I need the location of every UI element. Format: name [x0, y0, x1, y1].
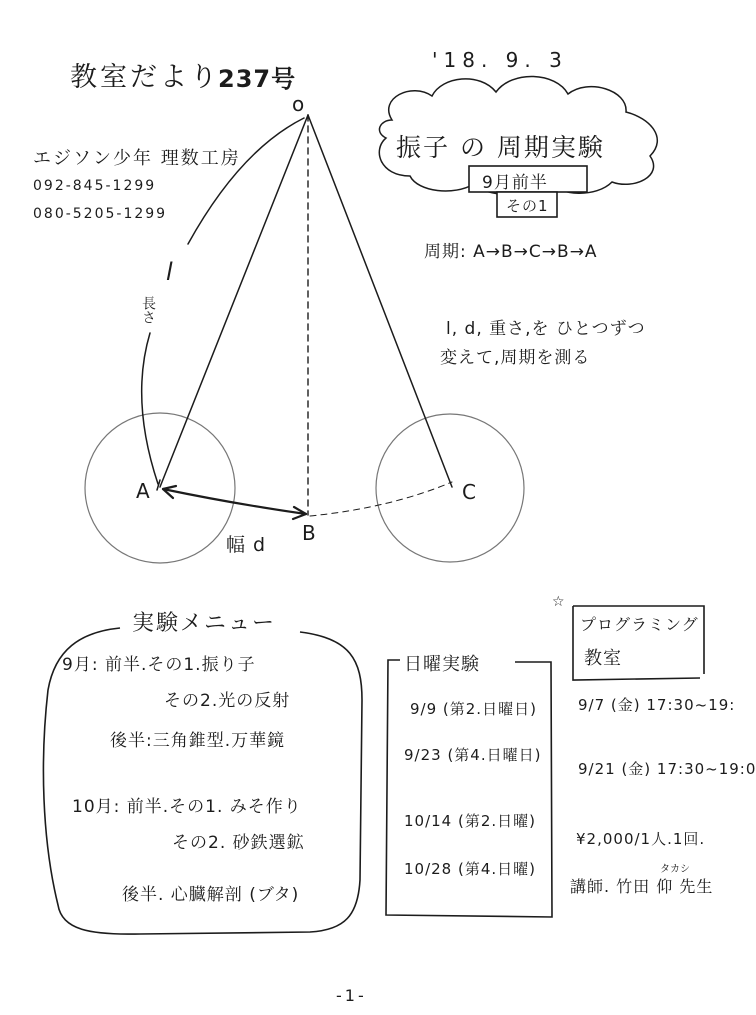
organization-name: エジソン少年 理数工房 — [33, 148, 241, 169]
label-width: 幅 d — [226, 534, 267, 556]
circle-right — [376, 414, 524, 562]
programming-title-1: プログラミング — [580, 615, 699, 634]
programming-title-2: 教室 — [584, 648, 622, 669]
label-a: A — [136, 479, 150, 503]
period-line: 周期: A→B→C→B→A — [424, 242, 598, 262]
length-arc-lower — [142, 333, 158, 484]
menu-item-1: 9月: 前半.その1.振り子 — [62, 655, 256, 675]
swing-path-b-c — [310, 482, 452, 516]
menu-item-6: 後半. 心臓解剖 (ブタ) — [122, 885, 300, 905]
sunday-title: 日曜実験 — [404, 654, 480, 675]
experiment-part: その1 — [506, 197, 549, 215]
label-b: B — [302, 521, 316, 545]
newsletter-title: 教室だより — [70, 62, 220, 93]
menu-item-5: その2. 砂鉄選鉱 — [172, 833, 305, 853]
sunday-date-2: 9/23 (第4.日曜日) — [404, 746, 542, 764]
phone-1: 092-845-1299 — [33, 178, 157, 194]
instruction-line-1: l, d, 重さ,を ひとつずつ — [446, 319, 646, 339]
label-c: C — [462, 480, 476, 504]
sunday-date-4: 10/28 (第4.日曜) — [404, 860, 537, 878]
menu-item-2: その2.光の反射 — [164, 691, 291, 711]
string-to-c — [308, 115, 452, 487]
sunday-date-3: 10/14 (第2.日曜) — [404, 812, 537, 830]
phone-2: 080-5205-1299 — [33, 206, 168, 222]
programming-fee: ¥2,000/1人.1回. — [576, 830, 706, 848]
label-length-kanji: 長さ — [140, 296, 156, 324]
length-arc-upper — [188, 118, 304, 244]
programming-date-2: 9/21 (金) 17:30~19:0 — [578, 760, 756, 778]
experiment-term: 9月前半 — [482, 173, 548, 193]
menu-item-4: 10月: 前半.その1. みそ作り — [72, 797, 302, 817]
star-icon: ☆ — [552, 594, 565, 610]
issue-number: 237号 — [218, 65, 297, 93]
programming-date-1: 9/7 (金) 17:30~19: — [578, 696, 736, 714]
experiment-title: 振子 の 周期実験 — [396, 133, 605, 162]
label-o: o — [292, 92, 305, 116]
menu-item-3: 後半:三角錐型.万華鏡 — [110, 731, 286, 751]
issue-date: '18. 9. 3 — [432, 48, 568, 72]
sunday-date-1: 9/9 (第2.日曜日) — [410, 700, 537, 718]
instruction-line-2: 変えて,周期を測る — [440, 348, 591, 368]
string-to-a — [160, 115, 308, 487]
circle-left — [85, 413, 235, 563]
page-number: -1- — [336, 986, 367, 1005]
menu-title: 実験メニュー — [128, 606, 280, 637]
label-length: l — [166, 258, 173, 286]
lecturer: 講師. 竹田 仰 先生 — [570, 877, 714, 896]
lecturer-ruby: タカシ — [660, 864, 690, 875]
